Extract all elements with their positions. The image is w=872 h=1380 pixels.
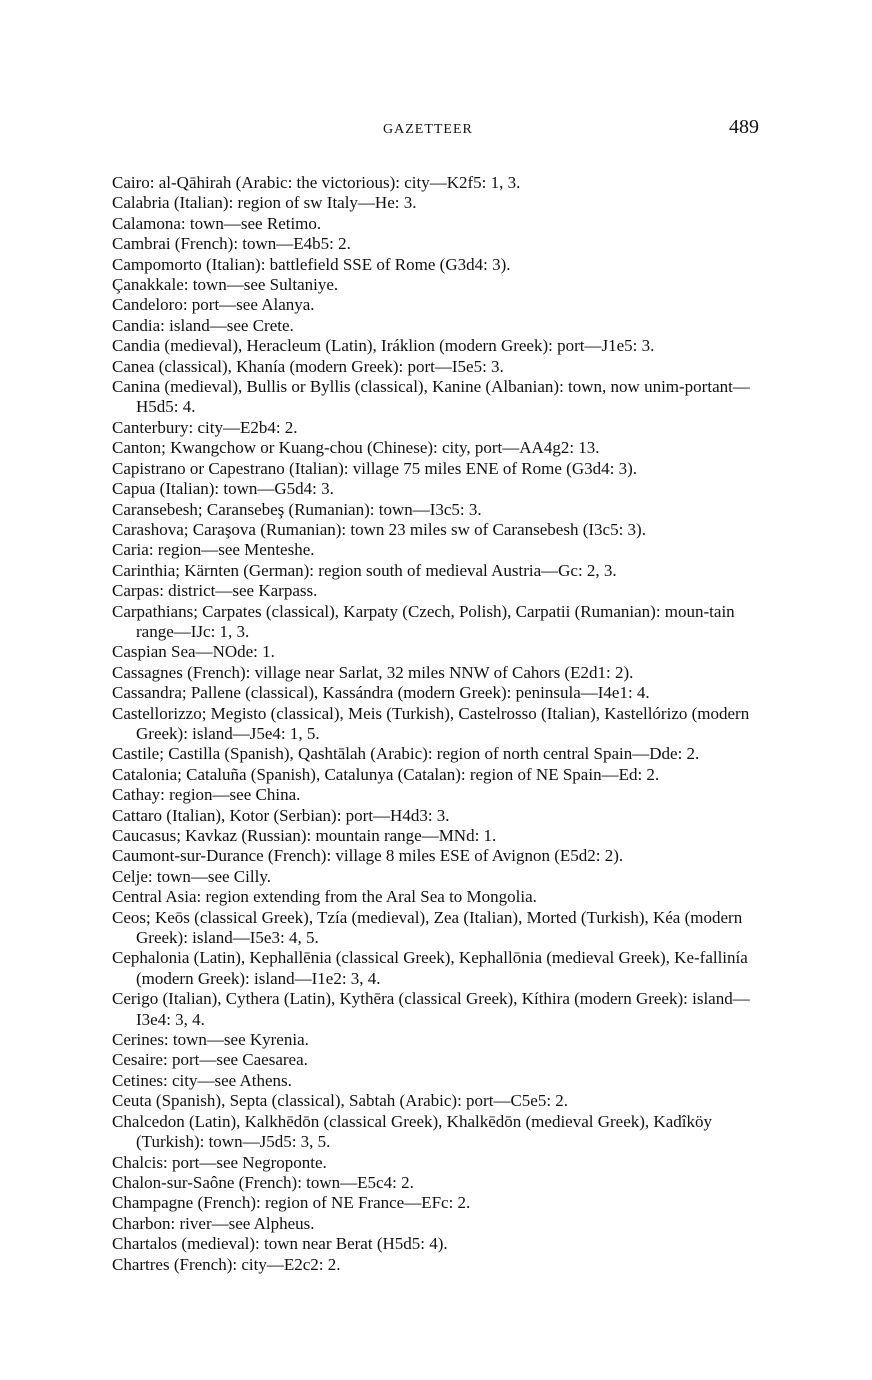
gazetteer-entry: Canterbury: city—E2b4: 2. xyxy=(112,417,298,437)
gazetteer-entry: Çanakkale: town—see Sultaniye. xyxy=(112,275,339,295)
gazetteer-entry: Caransebesh; Caransebeş (Rumanian): town—I3c5: 3. xyxy=(112,499,482,519)
gazetteer-entry: Champagne (French): region of NE France—EFc: 2. xyxy=(112,1193,471,1213)
gazetteer-entry: Candia: island—see Crete. xyxy=(112,315,294,335)
gazetteer-entry: Castile; Castilla (Spanish), Qashtālah (Arabic): region of north central Spain—Dde: 2. xyxy=(112,744,700,764)
gazetteer-entry: Chartalos (medieval): town near Berat (H5d5: 4). xyxy=(112,1234,448,1254)
gazetteer-entry: Calabria (Italian): region of sw Italy—He: 3. xyxy=(112,193,417,213)
page-number: 489 xyxy=(729,116,759,138)
gazetteer-entry: Celje: town—see Cilly. xyxy=(112,866,271,886)
gazetteer-entry: Castellorizzo; Megisto (classical), Meis (Turkish), Castelrosso (Italian), Kastellórizo (modern Greek): island—J5e4: 1, 5. xyxy=(112,703,750,743)
gazetteer-entry: Central Asia: region extending from the Aral Sea to Mongolia. xyxy=(112,887,537,907)
gazetteer-entry: Canea (classical), Khanía (modern Greek): port—I5e5: 3. xyxy=(112,356,504,376)
gazetteer-entry: Cephalonia (Latin), Kephallēnia (classical Greek), Kephallōnia (medieval Greek), Ke-fallinía (modern Greek): island—I1e2: 3, 4. xyxy=(112,948,748,988)
gazetteer-entry: Carpas: district—see Karpass. xyxy=(112,581,318,601)
gazetteer-entry: Canina (medieval), Bullis or Byllis (classical), Kanine (Albanian): town, now unim-portant—H5d5: 4. xyxy=(112,377,750,417)
gazetteer-entry: Chalon-sur-Saône (French): town—E5c4: 2. xyxy=(112,1172,414,1192)
gazetteer-entry: Carpathians; Carpates (classical), Karpaty (Czech, Polish), Carpatii (Rumanian): moun-tain range—IJc: 1, 3. xyxy=(112,601,735,641)
gazetteer-entry: Catalonia; Cataluña (Spanish), Catalunya (Catalan): region of NE Spain—Ed: 2. xyxy=(112,764,660,784)
gazetteer-entry: Chartres (French): city—E2c2: 2. xyxy=(112,1254,341,1274)
running-head xyxy=(0,116,872,142)
gazetteer-entries xyxy=(112,173,772,1275)
gazetteer-entry: Chalcis: port—see Negroponte. xyxy=(112,1152,327,1172)
gazetteer-entry: Cairo: al-Qāhirah (Arabic: the victorious): city—K2f5: 1, 3. xyxy=(112,173,521,192)
gazetteer-entry: Cassagnes (French): village near Sarlat, 32 miles NNW of Cahors (E2d1: 2). xyxy=(112,662,634,682)
gazetteer-entry: Ceuta (Spanish), Septa (classical), Sabtah (Arabic): port—C5e5: 2. xyxy=(112,1091,569,1111)
gazetteer-entry: Campomorto (Italian): battlefield SSE of Rome (G3d4: 3). xyxy=(112,254,511,274)
gazetteer-entry: Caspian Sea—NOde: 1. xyxy=(112,642,275,662)
gazetteer-entry: Calamona: town—see Retimo. xyxy=(112,213,322,233)
gazetteer-entry: Cerines: town—see Kyrenia. xyxy=(112,1030,309,1050)
gazetteer-entry: Cattaro (Italian), Kotor (Serbian): port—H4d3: 3. xyxy=(112,805,450,825)
gazetteer-entry: Canton; Kwangchow or Kuang-chou (Chinese): city, port—AA4g2: 13. xyxy=(112,438,600,458)
gazetteer-entry: Caucasus; Kavkaz (Russian): mountain range—MNd: 1. xyxy=(112,826,497,845)
gazetteer-entry: Cambrai (French): town—E4b5: 2. xyxy=(112,234,351,254)
gazetteer-entry: Carinthia; Kärnten (German): region south of medieval Austria—Gc: 2, 3. xyxy=(112,560,617,580)
gazetteer-entry: Candeloro: port—see Alanya. xyxy=(112,295,315,315)
gazetteer-entry: Capua (Italian): town—G5d4: 3. xyxy=(112,479,334,499)
gazetteer-entry: Charbon: river—see Alpheus. xyxy=(112,1213,315,1233)
gazetteer-entry: Carashova; Caraşova (Rumanian): town 23 miles sw of Caransebesh (I3c5: 3). xyxy=(112,519,646,539)
gazetteer-entry: Cerigo (Italian), Cythera (Latin), Kythēra (classical Greek), Kíthira (modern Greek): island—I3e4: 3, 4. xyxy=(112,989,750,1029)
gazetteer-entry: Capistrano or Capestrano (Italian): village 75 miles ENE of Rome (G3d4: 3). xyxy=(112,458,637,478)
gazetteer-entry: Ceos; Keōs (classical Greek), Tzía (medieval), Zea (Italian), Morted (Turkish), Kéa (modern Greek): island—I5e3: 4, 5. xyxy=(112,907,743,948)
gazetteer-entry: Caumont-sur-Durance (French): village 8 miles ESE of Avignon (E5d2: 2). xyxy=(112,846,624,866)
gazetteer-entry: Cetines: city—see Athens. xyxy=(112,1070,292,1090)
gazetteer-entry: Candia (medieval), Heracleum (Latin), Iráklion (modern Greek): port—J1e5: 3. xyxy=(112,336,655,356)
gazetteer-entry: Cesaire: port—see Caesarea. xyxy=(112,1050,308,1070)
running-title: GAZETTEER xyxy=(383,122,473,137)
gazetteer-entry: Cassandra; Pallene (classical), Kassándra (modern Greek): peninsula—I4e1: 4. xyxy=(112,683,650,703)
gazetteer-entry: Chalcedon (Latin), Kalkhēdōn (classical Greek), Khalkēdōn (medieval Greek), Kadîköy (Turkish): town—J5d5: 3, 5. xyxy=(112,1111,712,1152)
gazetteer-entry: Caria: region—see Menteshe. xyxy=(112,540,315,560)
gazetteer-entry: Cathay: region—see China. xyxy=(112,785,301,805)
